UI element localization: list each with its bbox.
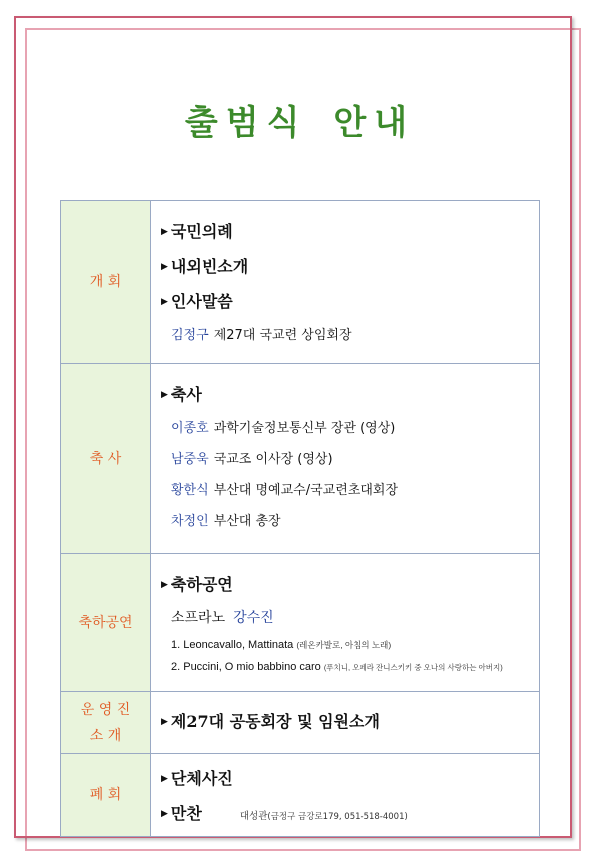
bullet-arrow-icon: ▶ [161, 774, 168, 784]
label-staff [61, 692, 151, 754]
agenda-item: ▶ 축사 [161, 385, 202, 404]
section-closing [61, 754, 540, 837]
title-part2: 안내 [333, 103, 416, 143]
venue: 대성관(금정구 금강로179, 051-518-4001) [239, 811, 408, 822]
bullet-arrow-icon: ▶ [161, 717, 168, 727]
agenda-item: ▶ 만찬 대성관(금정구 금강로179, 051-518-4001) [161, 804, 408, 823]
label-opening: 개 회 [61, 201, 151, 364]
bullet-arrow-icon: ▶ [161, 262, 168, 272]
congrats-person: 이종호 과학기술정보통신부 장관 (영상) [171, 421, 396, 436]
performer-name: 강수진 [233, 610, 274, 626]
section-performance [61, 554, 540, 692]
page-title [0, 95, 600, 144]
congrats-person: 차정인 부산대 총장 [171, 514, 281, 529]
label-closing: 폐 회 [61, 754, 151, 837]
bullet-arrow-icon: ▶ [161, 297, 168, 307]
agenda-item: ▶ 인사말씀 [161, 292, 233, 311]
content-staff [151, 692, 540, 754]
agenda-item: ▶ 제27대 공동회장 및 임원소개 [161, 712, 380, 731]
label-staff-line2: 소 개 [89, 727, 122, 744]
agenda-item: ▶ 축하공연 [161, 575, 233, 594]
speaker [171, 324, 539, 343]
content-opening [151, 201, 540, 364]
bullet-arrow-icon: ▶ [161, 580, 168, 590]
section-staff [61, 692, 540, 754]
title-part1: 출범식 [184, 103, 308, 143]
bullet-arrow-icon: ▶ [161, 390, 168, 400]
content-performance [151, 554, 540, 692]
program-table [60, 200, 540, 837]
label-performance: 축하공연 [61, 554, 151, 692]
song-item: 2. Puccini, O mio babbino caro (푸치니, 오페라 잔니스키키 중 오나의 사랑하는 아버지) [171, 661, 503, 673]
agenda-item: ▶ 내외빈소개 [161, 257, 249, 276]
speaker-name: 김정구 [171, 328, 209, 343]
section-opening [61, 201, 540, 364]
bullet-arrow-icon: ▶ [161, 809, 168, 819]
content-congrats [151, 364, 540, 554]
song-item: 1. Leoncavallo, Mattinata (레온카발로, 아침의 노래) [171, 639, 392, 651]
agenda-item: ▶ 국민의례 [161, 222, 233, 241]
congrats-person: 황한식 부산대 명예교수/국교련초대회장 [171, 483, 399, 498]
label-congrats: 축 사 [61, 364, 151, 554]
bullet-arrow-icon: ▶ [161, 227, 168, 237]
performer-role: 소프라노 [171, 610, 226, 626]
performer [171, 607, 539, 627]
speaker-role: 제27대 국교련 상임회장 [213, 328, 352, 343]
content-closing [151, 754, 540, 837]
section-congrats [61, 364, 540, 554]
label-staff-line1: 운 영 진 [80, 701, 131, 718]
congrats-person: 남중욱 국교조 이사장 (영상) [171, 452, 333, 467]
agenda-item: ▶ 단체사진 [161, 769, 233, 788]
